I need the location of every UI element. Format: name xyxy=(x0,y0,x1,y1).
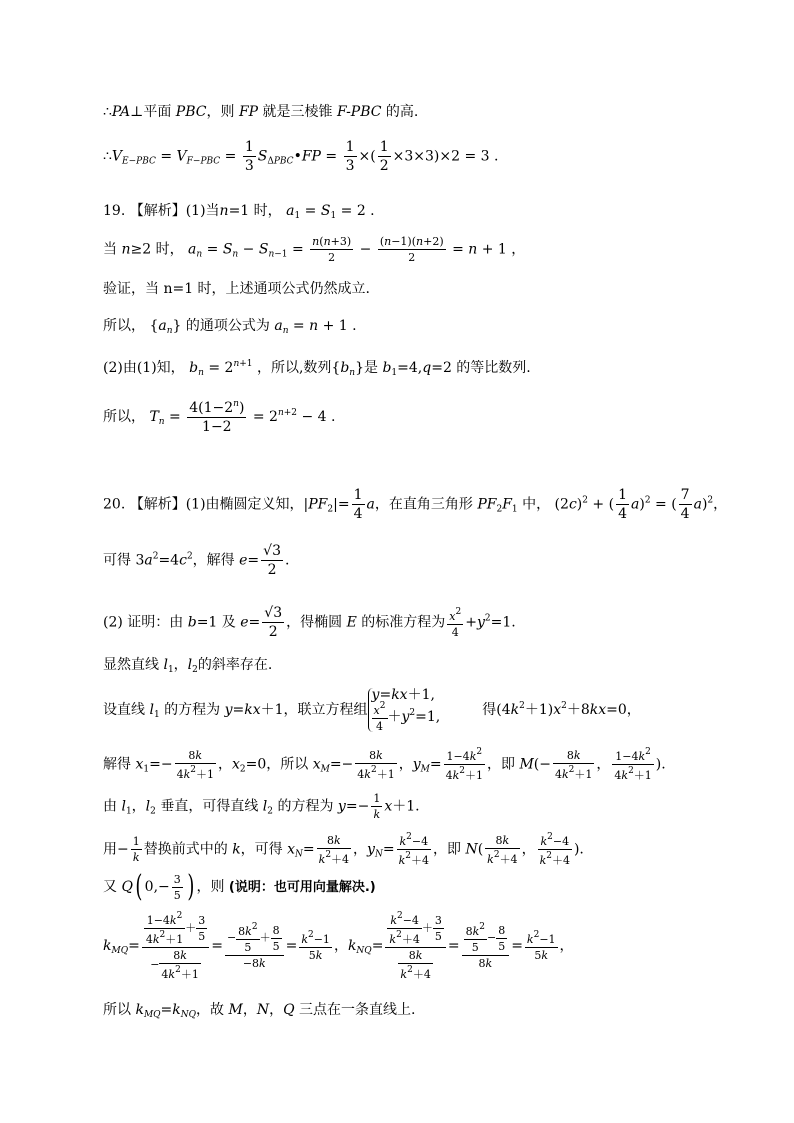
q19-conclusion-an: 所以， $\{a_n\}$ 的通项公式为 $a_n = n + 1$ . xyxy=(103,318,357,336)
q19-verify: 验证，当 n=1 时，上述通项公式仍然成立. xyxy=(103,281,371,297)
q20-slopes-exist: 显然直线 $l_1$，$l_2$的斜率存在. xyxy=(103,657,273,675)
q20-point-m: 解得 $x_1=-$ $\frac{8k}{4k^2+1}$ ，$x_2=0$，所以 $x_M=-$ $\frac{8k}{4k^2+1}$ ，$y_M=$ $\frac{1-4k^2}{4k^2+1}$ ，即 M(− $\frac{8k}{4k^2+1}$ ， $\frac{1-4k^2}{4k^2+1}$ ). xyxy=(103,747,666,782)
q20-note: (说明：也可用向量解决.) xyxy=(228,880,376,895)
q20-heading: 20. 【解析】(1)由椭圆定义知，$|PF_2|=$ $\frac{1}{4}$ a，在直角三角形 $PF_2F_1$ 中， $(2c)^2$ + ( $\frac{1}{4}$ a)$^2$ = ( $\frac{7}{4}$ a)$^2$， xyxy=(103,487,728,522)
q20-line-l2: 由 $l_1$，$l_2$ 垂直，可得直线 $l_2$ 的方程为 y=− $\frac{1}{k}$ x＋1. xyxy=(103,792,420,821)
text-line-pa-perpendicular: ∴PA⊥平面 PBC，则 FP 就是三棱锥 F-PBC 的高. xyxy=(103,104,419,120)
q20-conclusion: 所以 $k_{MQ}=k_{NQ}$，故 M，N，Q 三点在一条直线上. xyxy=(103,1002,416,1020)
q19-part2: (2)由(1)知， $b_n = 2^{n+1}$ ，所以,数列$\{b_n\}$是 $b_1=4,q=2$ 的等比数列. xyxy=(103,359,531,378)
q19-formula-tn: 所以， $T_n$ = $\frac{4(1-2^n)}{1-2}$ = $2^{n+2} - 4$ . xyxy=(103,399,336,435)
q20-point-q: 又 Q( 0,− $\frac{3}{5}$ ) ，则 (说明：也可用向量解决.) xyxy=(103,869,376,904)
q20-eccentricity: 可得 $3a^2=4c^2$，解得 e= $\frac{√3}{2}$ . xyxy=(103,543,290,578)
q20-slopes: $k_{MQ}=$ $\frac{1-4k^2}{4k^2+1}$ ＋ $\frac{3}{5}$ − $\frac{8k}{4k^2+1}$ = − $\frac{8k^2}{5}$ ＋ $\frac{8}{5}$ −8k = $\frac{k^2-1}{5k}$ ，$k_{NQ}=$ $\frac{k^2-4}{k^2+4}$ ＋ $\frac{3}{5}$ $\frac{8k}{k^2+4}$ = $\frac{8k^2}{5}$ − $\frac{8}{5}$ 8k = $\frac{k^2-1}{5k}$ ， xyxy=(103,911,574,981)
q20-system: 设直线 $l_1$ 的方程为 y=kx＋1，联立方程组 y=kx＋1, $\frac{x^2}{4}$ $+y^2=1$, 得$(4k^2+1)x^2+8kx=0$， xyxy=(103,687,641,733)
q20-point-n: 用− $\frac{1}{k}$ 替换前式中的 k，可得 $x_N=$ $\frac{8k}{k^2+4}$ ，$y_N=$ $\frac{k^2-4}{k^2+4}$ ，即 N( $\frac{8k}{k^2+4}$ ， $\frac{k^2-4}{k^2+4}$ ). xyxy=(103,832,584,867)
q20-ellipse-equation: (2) 证明：由 b=1 及 e= $\frac{√3}{2}$ ，得椭圆 E 的标准方程为 $\frac{x^2}{4}$ $+y^2=1$. xyxy=(103,605,516,640)
formula-volume: $\therefore V_{E-PBC} = V_{F-PBC}$ = $\frac{1}{3}$ $S_{\Delta PBC}•FP$ = $\frac{1}{3}$ ×( $\frac{1}{2}$ ×3×3)×2 = 3 . xyxy=(103,139,499,174)
q19-formula-an: 当 n≥2 时， $a_n = S_n - S_{n-1}$ = $\frac{n(n+3)}{2}$ − $\frac{(n-1)(n+2)}{2}$ = n + 1 ， xyxy=(103,235,526,264)
q19-heading: 19. 【解析】(1)当n=1 时， $a_1 = S_1 = 2$ . xyxy=(103,203,375,221)
